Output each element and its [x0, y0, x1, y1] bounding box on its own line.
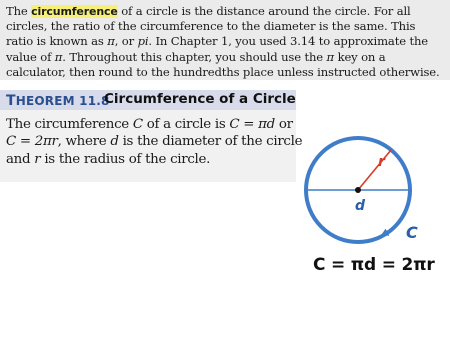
equation-c-2-pi-r: C = 2πr	[6, 134, 58, 150]
equation-c-pi-d: C = πd	[229, 117, 275, 132]
pi-symbol: π	[107, 34, 115, 49]
variable-r: r	[34, 151, 41, 167]
intro-text-segment: The	[6, 4, 32, 18]
circle-diagram	[300, 118, 440, 248]
theorem-label-initial: T	[6, 93, 16, 109]
intro-text-segment: of a circle is the distance around the circle. For all circles, the ratio of the circumference to the diameter is the same. This ratio is known as	[6, 4, 416, 49]
pi-symbol: π	[54, 49, 63, 64]
pi-word: pi	[137, 34, 149, 49]
circumference-label: C	[406, 223, 418, 242]
variable-d: d	[110, 134, 119, 150]
theorem-text-segment: and	[6, 151, 35, 167]
highlighted-term: circumference	[31, 5, 118, 18]
theorem-text-segment: is the diameter of the circle	[118, 134, 303, 150]
theorem-text-segment: or	[274, 117, 293, 132]
theorem-title: Circumference of a Circle	[104, 91, 296, 107]
center-point	[355, 187, 361, 193]
pi-symbol: π	[326, 49, 335, 64]
intro-text-segment: . In Chapter 1, you used 3.14 to approximate the value of	[6, 34, 428, 64]
theorem-statement	[6, 116, 303, 168]
intro-paragraph	[6, 4, 442, 80]
intro-paragraph-block	[0, 0, 450, 80]
theorem-header	[0, 90, 296, 110]
intro-text-segment: key on a calculator, then round to the hundredths place unless instructed otherwise.	[6, 49, 440, 79]
theorem-text-segment: is the radius of the circle.	[40, 151, 211, 167]
circle-figure	[300, 118, 440, 248]
variable-c: C	[132, 117, 143, 132]
intro-text-segment: , or	[114, 34, 138, 49]
theorem-text-segment: The circumference	[6, 117, 133, 132]
circumference-formula: C = πd = 2πr	[313, 255, 435, 275]
diameter-label: d	[355, 198, 366, 214]
theorem-text-segment: of a circle is	[142, 117, 230, 132]
theorem-label-rest: HEOREM 11.8	[15, 94, 110, 108]
theorem-text-segment: , where	[57, 134, 111, 150]
intro-text-segment: . Throughout this chapter, you should use the	[62, 49, 327, 64]
radius-label: r	[378, 154, 385, 170]
theorem-body	[0, 110, 303, 182]
theorem-number	[6, 93, 110, 109]
